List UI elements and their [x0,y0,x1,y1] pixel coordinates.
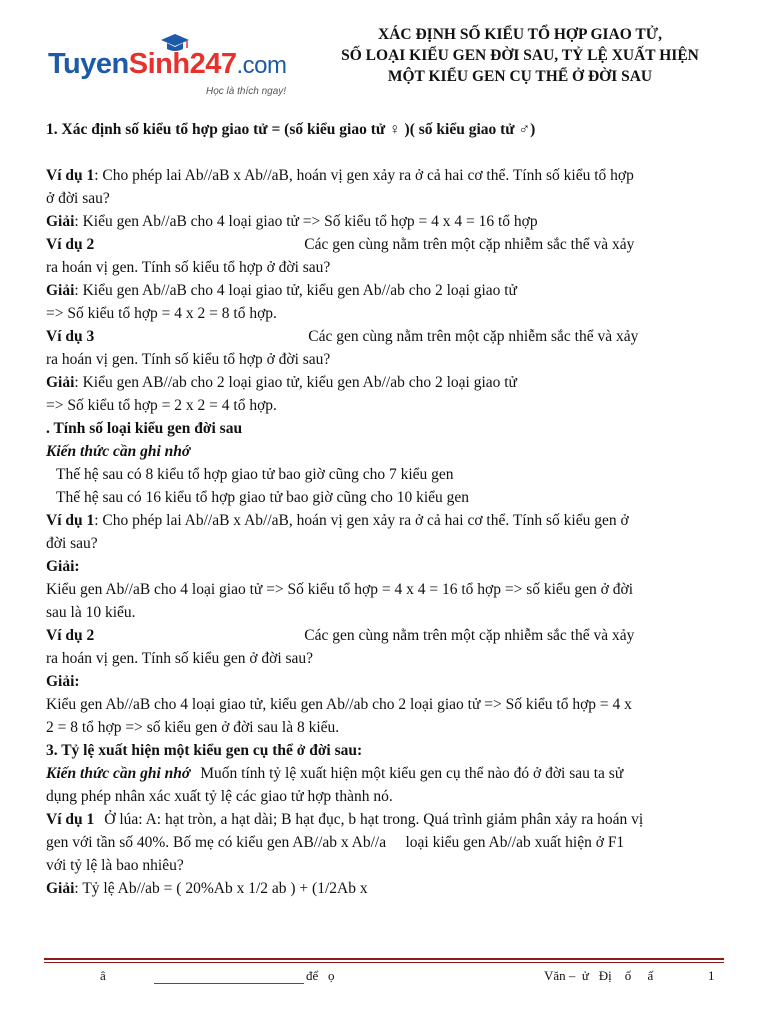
solution-3 [46,371,726,394]
example-text: Các gen cùng nằm trên một cặp nhiễm sắc thể và xảy [304,236,635,253]
site-logo[interactable] [48,30,308,100]
solution-label: Giải [46,374,75,391]
footer-right-text: Văn – ử Đị ố ấ [544,968,654,983]
example-label: Ví dụ 2 [46,627,95,644]
example-label: Ví dụ 2 [46,236,95,253]
page-number: 1 [708,968,715,983]
note-label: Kiến thức cần ghi nhớ [46,765,191,782]
solution-label: Giải [46,213,75,230]
logo-tagline: Học là thích ngay! [206,86,287,97]
page-footer [44,968,724,988]
solution-text: : Kiểu gen Ab//aB cho 4 loại giao tử, kiểu gen Ab//ab cho 2 loại giao tử [74,282,517,299]
note-item: Thế hệ sau có 8 kiểu tổ hợp giao tử bao giờ cũng cho 7 kiểu gen [56,466,454,483]
logo-wordmark [48,48,286,81]
section-heading-1: 1. Xác định số kiểu tổ hợp giao tử = (số kiểu giao tử ♀ )( số kiểu giao tử ♂) [46,121,536,138]
note-3-cont: dụng phép nhân xác xuất tỷ lệ các giao tử hợp thành nó. [46,788,393,805]
solution-3-cont: => Số kiểu tổ hợp = 2 x 2 = 4 tổ hợp. [46,397,277,414]
logo-text-part1: Tuyen [48,48,129,80]
example-6 [46,808,726,831]
solution-5-label: Giải: [46,673,80,690]
title-line-2: SỐ LOẠI KIỂU GEN ĐỜI SAU, TỶ LỆ XUẤT HIỆN [341,47,699,64]
example-text: : Cho phép lai Ab//aB x Ab//aB, hoán vị gen xảy ra ở cả hai cơ thể. Tính số kiểu gen ở [94,512,629,529]
section-heading-2: . Tính số loại kiểu gen đời sau [46,420,243,437]
example-5 [46,624,726,647]
example-label: Ví dụ 3 [46,328,95,345]
example-6-cont2: với tỷ lệ là bao nhiêu? [46,857,184,874]
example-1 [46,164,726,187]
example-text: Ở lúa: A: hạt tròn, a hạt dài; B hạt đục, b hạt trong. Quá trình giảm phân xảy ra hoán vị [104,811,644,828]
note-label: Kiến thức cần ghi nhớ [46,443,191,460]
example-text: Các gen cùng nằm trên một cặp nhiễm sắc thể và xảy [304,627,635,644]
example-5-cont: ra hoán vị gen. Tính số kiểu gen ở đời sau? [46,650,314,667]
example-4 [46,509,726,532]
solution-4-cont: sau là 10 kiểu. [46,604,136,621]
solution-6 [46,877,726,900]
solution-text: : Kiểu gen AB//ab cho 2 loại giao tử, kiểu gen Ab//ab cho 2 loại giao tử [74,374,517,391]
solution-2 [46,279,726,302]
example-label: Ví dụ 1 [46,811,95,828]
solution-text: : Kiểu gen Ab//aB cho 4 loại giao tử => Số kiểu tổ hợp = 4 x 4 = 16 tổ hợp [74,213,538,230]
example-label: Ví dụ 1 [46,512,95,529]
title-line-1: XÁC ĐỊNH SỐ KIỂU TỔ HỢP GIAO TỬ, [378,26,662,43]
footer-divider [44,958,724,963]
note-text: Muốn tính tỷ lệ xuất hiện một kiểu gen cụ thể nào đó ở đời sau ta sử [200,765,624,782]
example-4-cont: đời sau? [46,535,98,552]
document-body [46,118,726,900]
footer-mid-text: để ọ [306,968,335,983]
solution-5-cont: 2 = 8 tổ hợp => số kiểu gen ở đời sau là 8 kiểu. [46,719,340,736]
example-6-cont: gen với tần số 40%. Bố mẹ có kiểu gen AB//ab x Ab//a loại kiểu gen Ab//ab xuất hiện ở F1 [46,834,625,851]
document-title [300,24,740,87]
example-text: : Cho phép lai Ab//aB x Ab//aB, hoán vị gen xảy ra ở cả hai cơ thể. Tính số kiểu tổ hợp [94,167,634,184]
example-2-cont: ra hoán vị gen. Tính số kiểu tổ hợp ở đời sau? [46,259,331,276]
example-2 [46,233,726,256]
footer-link[interactable] [154,983,304,984]
solution-label: Giải [46,880,75,897]
note-item: Thế hệ sau có 16 kiểu tổ hợp giao tử bao giờ cũng cho 10 kiểu gen [56,489,470,506]
note-3 [46,762,726,785]
example-1-cont: ở đời sau? [46,190,110,207]
solution-text: : Tỷ lệ Ab//ab = ( 20%Ab x 1/2 ab ) + (1/2Ab x [74,880,368,897]
example-3-cont: ra hoán vị gen. Tính số kiểu tổ hợp ở đời sau? [46,351,331,368]
title-line-3: MỘT KIỂU GEN CỤ THỂ Ở ĐỜI SAU [387,68,653,85]
solution-2-cont: => Số kiểu tổ hợp = 4 x 2 = 8 tổ hợp. [46,305,277,322]
solution-4-label: Giải: [46,558,80,575]
example-label: Ví dụ 1 [46,167,95,184]
logo-text-part2: Sinh247 [128,48,237,80]
footer-left-text: â [100,968,106,983]
example-text: Các gen cùng nằm trên một cặp nhiễm sắc thể và xảy [308,328,639,345]
example-3 [46,325,726,348]
solution-label: Giải [46,282,75,299]
solution-4: Kiểu gen Ab//aB cho 4 loại giao tử => Số kiểu tổ hợp = 4 x 4 = 16 tổ hợp => số kiểu gen ở đời [46,581,634,598]
section-heading-3: 3. Tỷ lệ xuất hiện một kiểu gen cụ thể ở đời sau: [46,742,363,759]
solution-1 [46,210,726,233]
logo-text-part3: .com [236,52,287,79]
solution-5: Kiểu gen Ab//aB cho 4 loại giao tử, kiểu gen Ab//ab cho 2 loại giao tử => Số kiểu tổ hợp = 4 x [46,696,632,713]
